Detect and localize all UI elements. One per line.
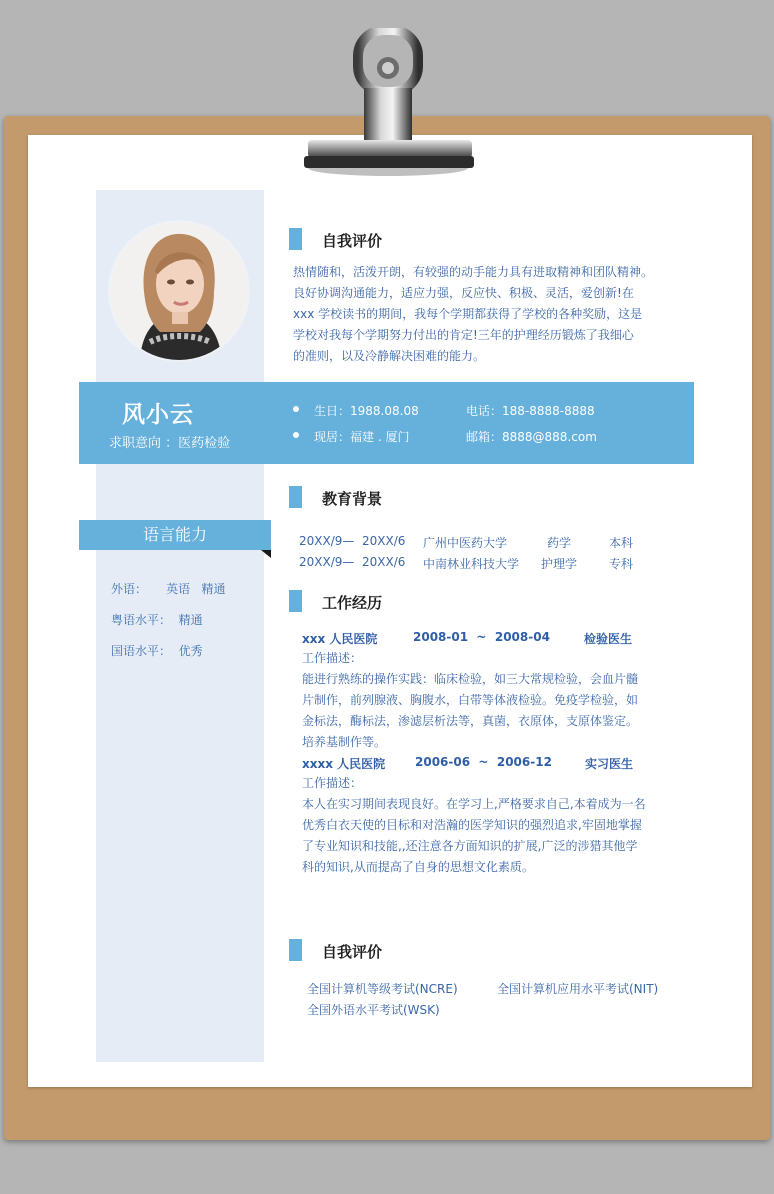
edu-major: 药学 bbox=[547, 536, 572, 550]
self-eval-line: 的准则，以及冷静解决困难的能力。 bbox=[293, 349, 486, 363]
edu-period: 20XX/9— 20XX/6 bbox=[299, 534, 406, 548]
self-eval-title: 自我评价 bbox=[322, 232, 383, 250]
bullet-dot-icon bbox=[293, 432, 299, 438]
job-description bbox=[302, 648, 638, 753]
cert-item: 全国外语水平考试(WSK) bbox=[307, 1003, 440, 1017]
section-marker bbox=[289, 939, 302, 961]
job-intent: 求职意向 ：医药检验 bbox=[109, 436, 231, 451]
section-marker bbox=[289, 590, 302, 612]
bullet-dot-icon bbox=[293, 406, 299, 412]
certs-title: 自我评价 bbox=[322, 943, 383, 961]
education-title: 教育背景 bbox=[322, 490, 383, 508]
language-item: 国语水平： 优秀 bbox=[111, 644, 203, 658]
job-desc-line: 培养基制作等。 bbox=[302, 735, 387, 749]
portrait-photo bbox=[110, 222, 248, 360]
job-desc-label: 工作描述： bbox=[302, 651, 363, 665]
self-eval-line: xxx 学校读书的期间，我每个学期都获得了学校的各种奖励，这是 bbox=[293, 307, 643, 321]
language-item: 粤语水平： 精通 bbox=[111, 613, 203, 627]
job-desc-line: 科的知识,从而提高了自身的思想文化素质。 bbox=[302, 860, 534, 874]
job-desc-line: 优秀白衣天使的目标和对浩瀚的医学知识的强烈追求,牢固地掌握 bbox=[302, 818, 642, 832]
job-period: 2008-01 ~ 2008-04 bbox=[413, 630, 550, 644]
job-desc-line: 本人在实习期间表现良好。在学习上,严格要求自己,本着成为一名 bbox=[302, 797, 646, 811]
current-location: 现居：福建 . 厦门 bbox=[314, 430, 410, 444]
edu-school: 广州中医药大学 bbox=[423, 536, 508, 550]
cert-item: 全国计算机应用水平考试(NIT) bbox=[497, 982, 659, 996]
self-eval-text bbox=[293, 262, 653, 367]
language-section-title: 语言能力 bbox=[79, 520, 271, 550]
job-desc-label: 工作描述： bbox=[302, 776, 363, 790]
job-role: 检验医生 bbox=[584, 632, 633, 646]
candidate-name: 风小云 bbox=[122, 402, 194, 428]
binder-clip-icon bbox=[296, 28, 476, 178]
birth-date: 生日：1988.08.08 bbox=[314, 404, 419, 418]
job-desc-line: 了专业知识和技能,,还注意各方面知识的扩展,广泛的涉猎其他学 bbox=[302, 839, 638, 853]
email-address: 邮箱：8888@888.com bbox=[466, 430, 597, 444]
section-marker bbox=[289, 228, 302, 250]
edu-degree: 专科 bbox=[609, 557, 634, 571]
job-description bbox=[302, 773, 646, 878]
self-eval-line: 热情随和，活泼开朗，有较强的动手能力具有进取精神和团队精神。 bbox=[293, 265, 654, 279]
self-eval-line: 学校对我每个学期努力付出的肯定!三年的护理经历锻炼了我细心 bbox=[293, 328, 634, 342]
job-desc-line: 能进行熟练的操作实践：临床检验，如三大常规检验，会血片髓 bbox=[302, 672, 639, 686]
job-org: xxxx 人民医院 bbox=[302, 757, 386, 771]
work-title: 工作经历 bbox=[322, 594, 383, 612]
job-role: 实习医生 bbox=[585, 757, 634, 771]
phone-number: 电话：188-8888-8888 bbox=[466, 404, 595, 418]
job-desc-line: 片制作，前列腺液、胸腹水，白带等体液检验。免疫学检验，如 bbox=[302, 693, 639, 707]
self-eval-line: 良好协调沟通能力，适应力强，反应快、积极、灵活，爱创新!在 bbox=[293, 286, 634, 300]
job-desc-line: 金标法，酶标法，渗滤层析法等，真菌，衣原体，支原体鉴定。 bbox=[302, 714, 639, 728]
edu-school: 中南林业科技大学 bbox=[423, 557, 520, 571]
section-marker bbox=[289, 486, 302, 508]
language-item: 外语： 英语 精通 bbox=[111, 582, 226, 596]
job-org: xxx 人民医院 bbox=[302, 632, 378, 646]
job-period: 2006-06 ~ 2006-12 bbox=[415, 755, 552, 769]
cert-item: 全国计算机等级考试(NCRE) bbox=[307, 982, 458, 996]
ribbon-fold bbox=[261, 550, 271, 558]
edu-period: 20XX/9— 20XX/6 bbox=[299, 555, 406, 569]
edu-major: 护理学 bbox=[541, 557, 578, 571]
edu-degree: 本科 bbox=[609, 536, 634, 550]
